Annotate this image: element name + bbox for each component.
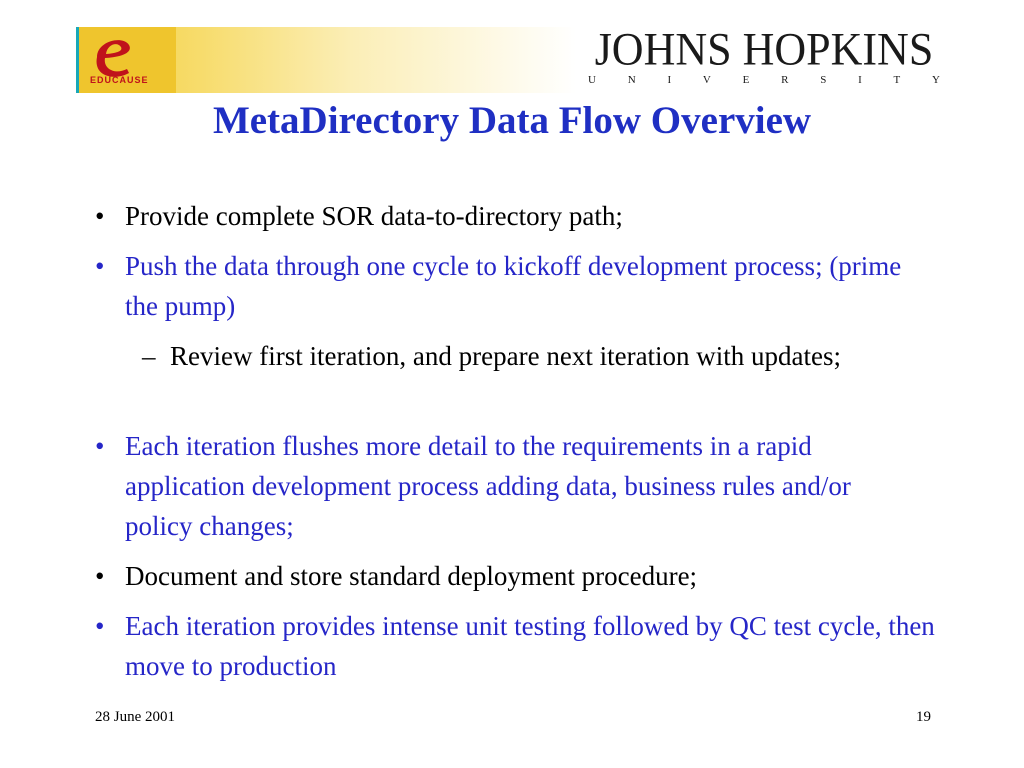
jhu-subtitle-letter: I xyxy=(858,74,862,86)
bullet-marker: • xyxy=(95,561,105,591)
bullet-item xyxy=(95,426,925,546)
footer-date: 28 June 2001 xyxy=(95,709,175,725)
bullet-text: Provide complete SOR data-to-directory path; xyxy=(125,201,623,231)
bullet-marker: • xyxy=(95,611,105,641)
jhu-logo-subtitle xyxy=(588,74,940,86)
bullet-item xyxy=(95,606,945,686)
bullet-marker: – xyxy=(142,341,156,371)
jhu-logo-name: JOHNS HOPKINS xyxy=(594,23,934,76)
bullet-item xyxy=(95,556,945,596)
bullet-item xyxy=(95,246,915,326)
sub-bullet-item xyxy=(142,336,940,376)
jhu-subtitle-letter: R xyxy=(781,74,789,86)
jhu-logo xyxy=(588,23,940,92)
jhu-subtitle-letter: I xyxy=(667,74,672,86)
jhu-subtitle-letter: Y xyxy=(932,74,940,86)
jhu-subtitle-letter: S xyxy=(820,74,827,86)
bullet-text: Review first iteration, and prepare next iteration with updates; xyxy=(170,341,842,371)
bullet-text: Each iteration flushes more detail to the requirements in a rapid application development process adding data, business rules and/or policy changes; xyxy=(125,431,851,541)
bullet-text: Push the data through one cycle to kickoff development process; (prime the pump) xyxy=(125,251,902,321)
bullet-marker: • xyxy=(95,201,105,231)
slide-title: MetaDirectory Data Flow Overview xyxy=(212,99,812,142)
bullet-marker: • xyxy=(95,251,105,281)
jhu-subtitle-letter: T xyxy=(893,74,901,86)
jhu-subtitle-letter: N xyxy=(627,74,636,86)
bullet-item xyxy=(95,196,945,236)
bullet-marker: • xyxy=(95,431,105,461)
jhu-subtitle-letter: V xyxy=(702,74,711,86)
jhu-subtitle-letter: E xyxy=(742,74,750,86)
footer-page-number: 19 xyxy=(916,709,931,725)
educause-logo xyxy=(76,27,176,93)
bullet-text: Each iteration provides intense unit testing followed by QC test cycle, then move to production xyxy=(125,611,935,681)
jhu-subtitle-letter: U xyxy=(588,74,596,86)
educause-logo-text: EDUCAUSE xyxy=(90,75,149,85)
bullet-text: Document and store standard deployment procedure; xyxy=(125,561,698,591)
